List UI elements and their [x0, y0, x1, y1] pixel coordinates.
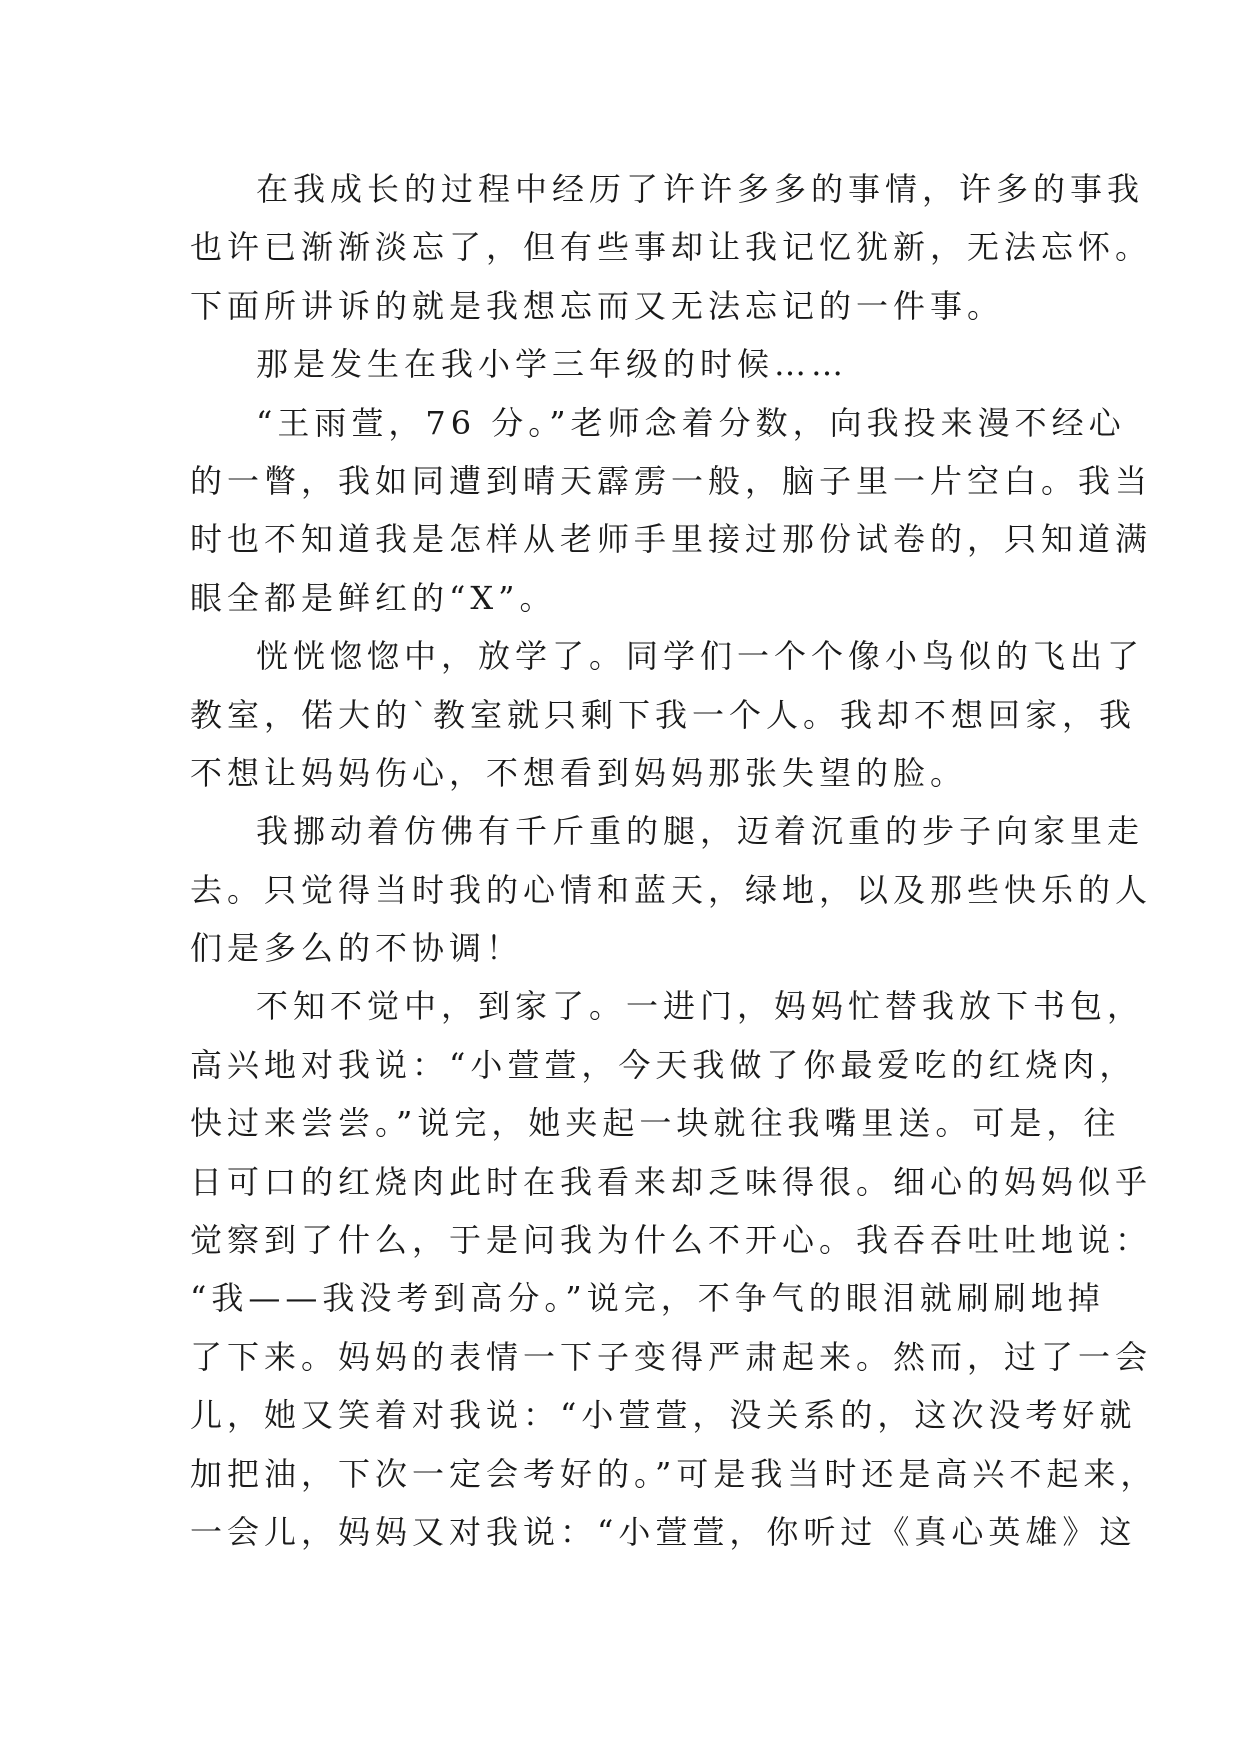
text-line: 在我成长的过程中经历了许许多多的事情，许多的事我	[256, 170, 1145, 208]
text-line: 不知不觉中，到家了。一进门，妈妈忙替我放下书包，	[256, 987, 1145, 1026]
text-line: 眼全都是鲜红的“X”。	[190, 578, 557, 617]
text-line: 们是多么的不协调！	[190, 929, 524, 968]
text-line: 也许已渐渐淡忘了，但有些事却让我记忆犹新，无法忘怀。	[190, 228, 1153, 267]
text-line: 日可口的红烧肉此时在我看来却乏味得很。细心的妈妈似乎	[190, 1162, 1153, 1201]
text-line: 不想让妈妈伤心，不想看到妈妈那张失望的脸。	[190, 753, 968, 792]
text-line: 我挪动着仿佛有千斤重的腿，迈着沉重的步子向家里走	[256, 812, 1145, 851]
text-line: “我——我没考到高分。”说完，不争气的眼泪就刷刷地掉	[190, 1279, 1105, 1318]
text-line: 快过来尝尝。”说完，她夹起一块就往我嘴里送。可是，往	[190, 1104, 1121, 1143]
text-line: 那是发生在我小学三年级的时候……	[256, 345, 849, 384]
text-line: 高兴地对我说：“小萱萱，今天我做了你最爱吃的红烧肉，	[190, 1045, 1137, 1084]
text-line: 加把油，下次一定会考好的。”可是我当时还是高兴不起来，	[190, 1454, 1158, 1493]
text-line: 了下来。妈妈的表情一下子变得严肃起来。然而，过了一会	[190, 1337, 1153, 1376]
text-line: “王雨萱，76 分。”老师念着分数，向我投来漫不经心	[256, 403, 1126, 442]
essay-body	[190, 160, 1158, 1561]
text-line: 教室，偌大的`教室就只剩下我一个人。我却不想回家，我	[190, 695, 1137, 734]
text-line: 一会儿，妈妈又对我说：“小萱萱，你听过《真心英雄》这	[190, 1512, 1137, 1551]
text-line: 时也不知道我是怎样从老师手里接过那份试卷的，只知道满	[190, 520, 1153, 559]
text-line: 下面所讲诉的就是我想忘而又无法忘记的一件事。	[190, 286, 1005, 325]
text-line: 恍恍惚惚中，放学了。同学们一个个像小鸟似的飞出了	[256, 637, 1145, 676]
text-line: 去。只觉得当时我的心情和蓝天，绿地，以及那些快乐的人	[190, 870, 1153, 909]
text-line: 觉察到了什么，于是问我为什么不开心。我吞吞吐吐地说：	[190, 1221, 1153, 1260]
text-line: 儿，她又笑着对我说：“小萱萱，没关系的，这次没考好就	[190, 1396, 1137, 1435]
text-line: 的一瞥，我如同遭到晴天霹雳一般，脑子里一片空白。我当	[190, 461, 1153, 500]
